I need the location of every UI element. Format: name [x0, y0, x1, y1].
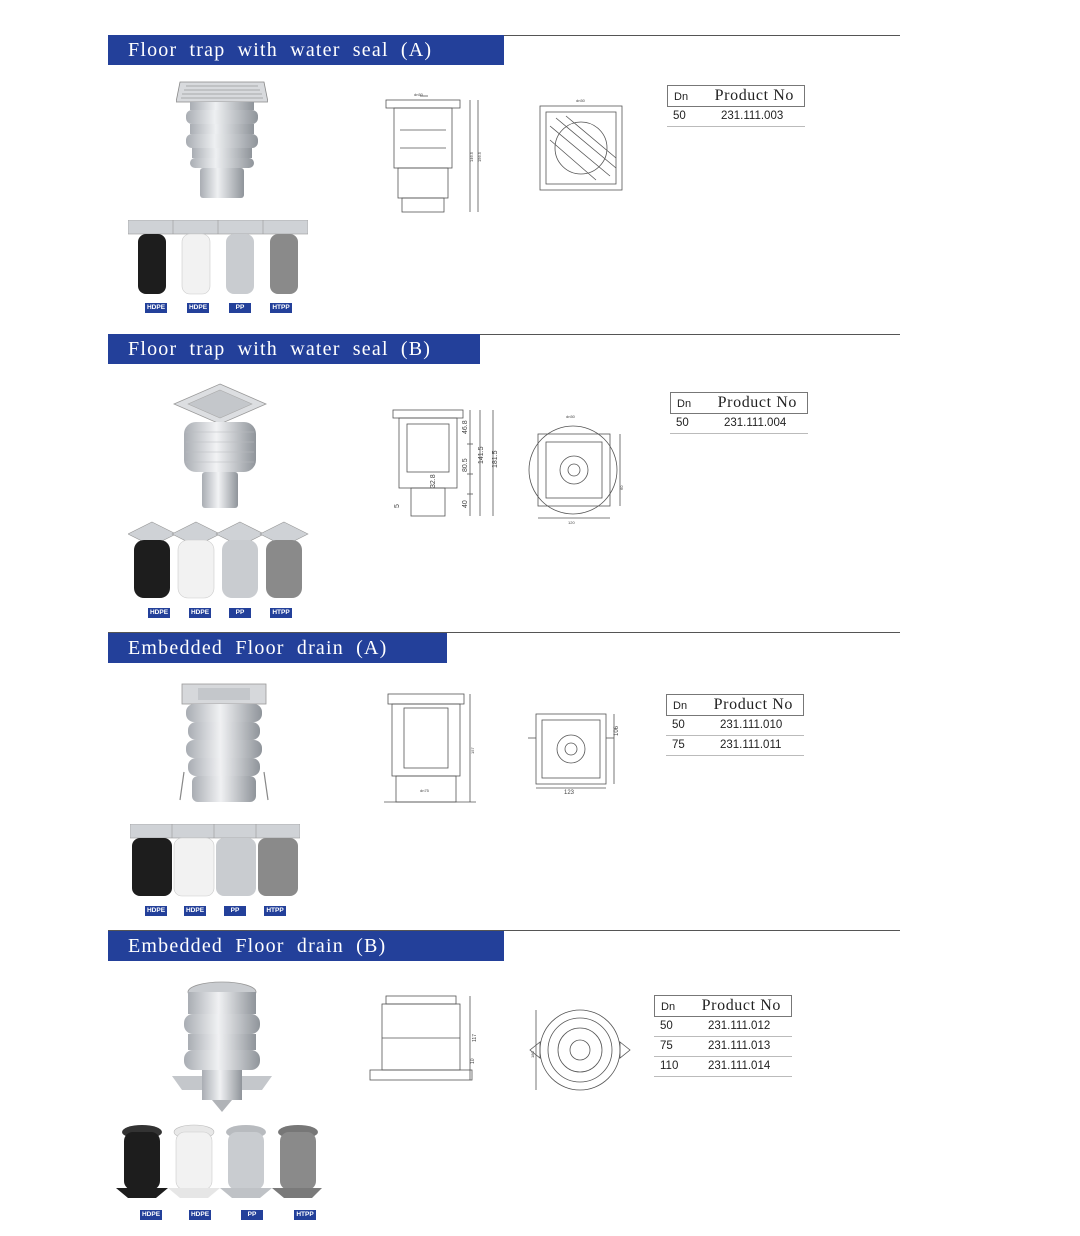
table-row [654, 1057, 792, 1077]
table-header [667, 85, 805, 107]
dn-cell: 50 [672, 719, 685, 731]
material-badge: PP [241, 1210, 263, 1220]
side-section-drawing [366, 992, 486, 1092]
top-view-drawing [536, 96, 626, 196]
material-badge: HTPP [270, 608, 292, 618]
dimension-label: 5 [394, 504, 401, 508]
section-title: Floor trap with water seal (B) [128, 338, 432, 360]
dimension-label: 60 [619, 485, 624, 490]
product-table [666, 694, 804, 756]
section-title: Embedded Floor drain (A) [128, 637, 388, 659]
product-photo [172, 382, 268, 512]
material-badge: HDPE [141, 1211, 161, 1218]
dimension-label: 46.8 [462, 420, 469, 434]
material-badge: PP [229, 303, 251, 313]
dimension-label: 123 [564, 790, 575, 794]
dimension-label: 120 [568, 520, 575, 525]
product-photo [176, 80, 268, 202]
top-view-drawing [528, 1002, 632, 1098]
product-table [667, 85, 805, 127]
dn-header: Dn [673, 700, 688, 712]
dimension-label: dn75 [420, 788, 429, 793]
dn-cell: 75 [660, 1040, 673, 1052]
dimension-label: 180 [530, 1051, 535, 1058]
material-badge: HDPE [146, 907, 166, 914]
dn-header: Dn [674, 91, 689, 103]
product-no-header: Product No [717, 394, 797, 411]
dn-header: Dn [677, 398, 692, 410]
dimension-label: 141.5 [478, 446, 485, 464]
dn-cell: 110 [660, 1060, 679, 1072]
product-no-cell: 231.111.010 [720, 719, 783, 731]
product-photo [172, 980, 272, 1114]
dn-cell: 50 [673, 110, 686, 122]
product-no-cell: 231.111.011 [720, 739, 782, 751]
product-no-cell: 231.111.014 [708, 1060, 771, 1072]
top-view-drawing [528, 708, 628, 794]
material-badge: HTPP [270, 303, 292, 313]
table-header [654, 995, 792, 1017]
material-badge: HTPP [294, 1210, 316, 1220]
product-table [654, 995, 792, 1077]
section-title: Embedded Floor drain (B) [128, 935, 387, 957]
product-no-cell: 231.111.004 [724, 417, 787, 429]
table-row [667, 107, 805, 127]
dimension-label: 181.5 [492, 450, 499, 468]
material-variants-photo [128, 520, 312, 604]
material-badge: PP [229, 608, 251, 618]
dimension-label: 32.8 [430, 474, 437, 488]
dimension-label: 80.5 [462, 458, 469, 472]
side-section-drawing [380, 90, 490, 218]
section-title-banner [108, 35, 504, 65]
product-no-cell: 231.111.013 [708, 1040, 771, 1052]
material-variants-photo [130, 824, 300, 900]
material-badge: HDPE [190, 1211, 210, 1218]
material-variants-photo [116, 1122, 322, 1206]
dimension-label: dn50 [414, 92, 423, 97]
product-no-cell: 231.111.012 [708, 1020, 771, 1032]
dimension-label: 40 [462, 500, 469, 508]
section-title-banner [108, 931, 504, 961]
table-header [666, 694, 804, 716]
product-no-header: Product No [701, 997, 781, 1014]
section-title-banner [108, 633, 447, 663]
table-row [666, 736, 804, 756]
dimension-label: 156.5 [477, 151, 482, 162]
material-badge: HDPE [146, 304, 166, 311]
dn-header: Dn [661, 1001, 676, 1013]
dimension-label: dn50 [576, 98, 585, 103]
material-badge: HDPE [185, 907, 205, 914]
material-badge: PP [224, 906, 246, 916]
table-row [670, 414, 808, 434]
material-variants-photo [128, 220, 308, 298]
dimension-label: 117 [472, 1034, 478, 1042]
section-title: Floor trap with water seal (A) [128, 39, 433, 61]
dn-cell: 50 [660, 1020, 673, 1032]
dimension-label: 106 [614, 725, 620, 736]
table-header [670, 392, 808, 414]
product-table [670, 392, 808, 434]
table-row [666, 716, 804, 736]
side-section-drawing [380, 690, 490, 808]
material-badge: HTPP [264, 906, 286, 916]
table-row [654, 1037, 792, 1057]
side-section-drawing [385, 404, 505, 524]
material-badge: HDPE [188, 304, 208, 311]
material-badge: HDPE [149, 609, 169, 616]
table-row [654, 1017, 792, 1037]
dn-cell: 50 [676, 417, 689, 429]
product-no-header: Product No [714, 87, 794, 104]
dimension-label: 146.5 [469, 151, 474, 162]
product-no-cell: 231.111.003 [721, 110, 784, 122]
top-view-drawing [528, 410, 628, 526]
dimension-label: 157 [470, 747, 475, 754]
section-title-banner [108, 334, 480, 364]
product-photo [178, 682, 270, 806]
material-badge: HDPE [190, 609, 210, 616]
dimension-label: dn50 [566, 414, 575, 419]
dimension-label: 10 [470, 1058, 476, 1064]
product-no-header: Product No [713, 696, 793, 713]
dn-cell: 75 [672, 739, 685, 751]
